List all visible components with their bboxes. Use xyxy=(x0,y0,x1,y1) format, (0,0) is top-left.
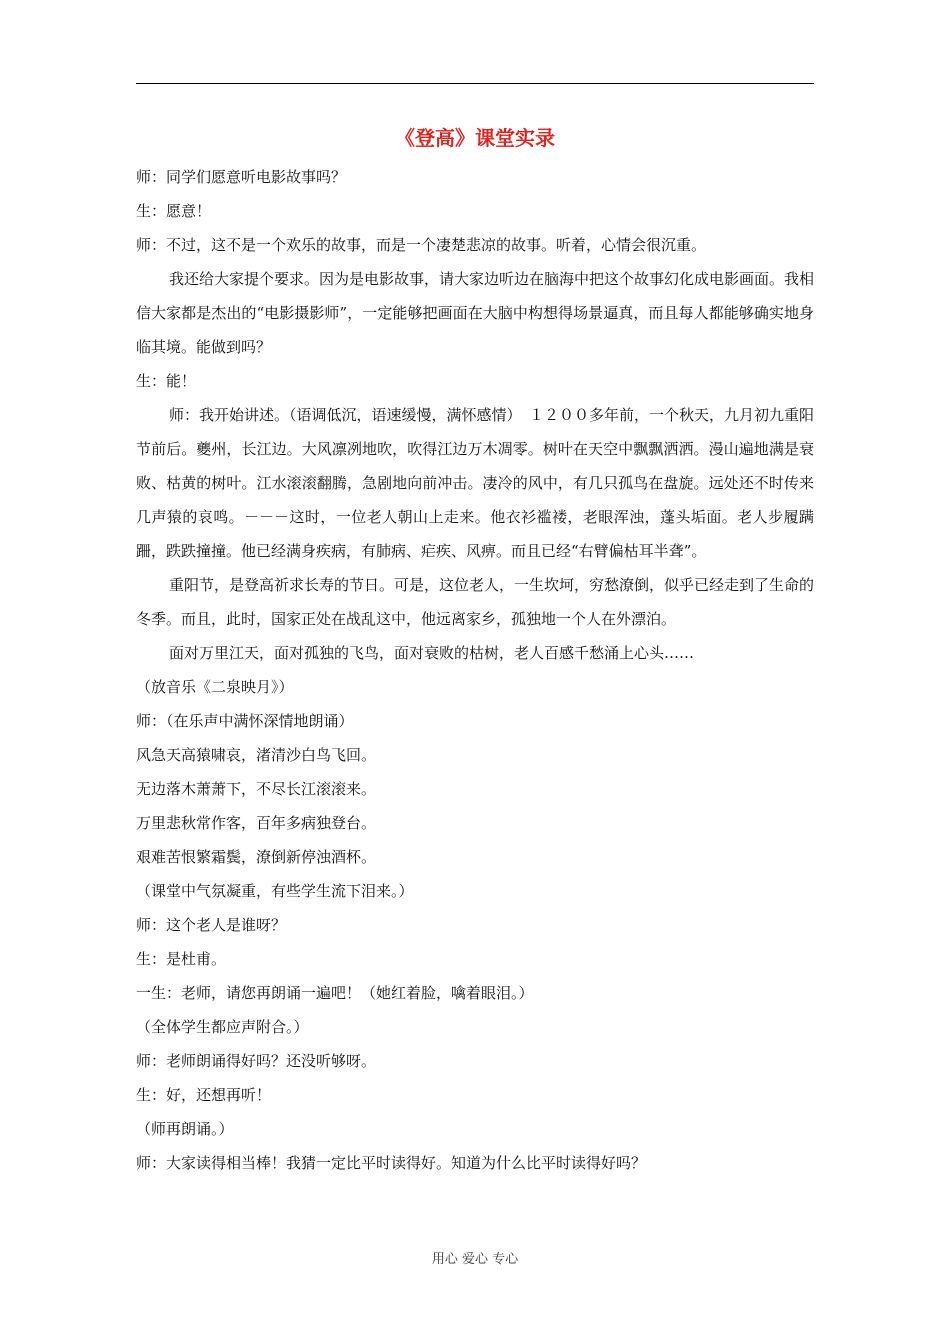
dialogue-line: 一生：老师，请您再朗诵一遍吧！（她红着脸，噙着眼泪。） xyxy=(136,984,534,1002)
paragraph-story: 师：我开始讲述。（语调低沉，语速缓慢，满怀感情） １２００多年前，一个秋天，九月初九重阳节前后。夔州，长江边。大风凛冽地吹，吹得江边万木凋零。树叶在天空中飘飘洒洒。漫山遍地满是衰败、枯黄的树叶。江水滚滚翻腾，急剧地向前冲击。凄冷的风中，有几只孤鸟在盘旋。远处还不时传来几声猿的哀鸣。－－－这时，一位老人朝山上走来。他衣衫褴褛，老眼浑浊，蓬头垢面。老人步履蹒跚，跌跌撞撞。他已经满身疾病，有肺病、疟疾、风痹。而且已经“右臂偏枯耳半聋”。 xyxy=(136,406,815,560)
stage-note: （课堂中气氛凝重，有些学生流下泪来。） xyxy=(136,882,414,900)
poem-line: 风急天高猿啸哀，渚清沙白鸟飞回。 xyxy=(136,746,377,764)
stage-note: （放音乐《二泉映月》） xyxy=(136,678,294,696)
stage-note: （师再朗诵。） xyxy=(136,1120,234,1138)
paragraph-requirement: 我还给大家提个要求。因为是电影故事，请大家边听边在脑海中把这个故事幻化成电影画面。我相信大家都是杰出的“电影摄影师”，一定能够把画面在大脑中构想得场景逼真，而且每人都能够确实地身临其境。能做到吗？ xyxy=(136,270,815,356)
dialogue-line: 生：是杜甫。 xyxy=(136,950,227,968)
dialogue-line: 生：愿意！ xyxy=(136,202,212,220)
stage-note: （全体学生都应声附合。） xyxy=(136,1018,309,1036)
dialogue-line: 生：能！ xyxy=(136,372,197,390)
poem-line: 艰难苦恨繁霜鬓，潦倒新停浊酒杯。 xyxy=(136,848,377,866)
dialogue-line: 师：不过，这不是一个欢乐的故事，而是一个凄楚悲凉的故事。听着，心情会很沉重。 xyxy=(136,236,707,254)
page-footer: 用心 爱心 专心 xyxy=(431,1252,519,1267)
dialogue-line: 师：这个老人是谁呀？ xyxy=(136,916,287,934)
header-rule xyxy=(136,83,814,84)
paragraph-emotion: 面对万里江天，面对孤独的飞鸟，面对衰败的枯树，老人百感千愁涌上心头…… xyxy=(169,644,695,662)
dialogue-line: 师：同学们愿意听电影故事吗？ xyxy=(136,168,347,186)
dialogue-line: 师：大家读得相当棒！我猜一定比平时读得好。知道为什么比平时读得好吗？ xyxy=(136,1154,647,1172)
paragraph-chongyang: 重阳节，是登高祈求长寿的节日。可是，这位老人，一生坎坷，穷愁潦倒，似乎已经走到了生命的冬季。而且，此时，国家正处在战乱这中，他远离家乡，孤独地一个人在外漂泊。 xyxy=(136,576,815,628)
dialogue-line: 师：（在乐声中满怀深情地朗诵） xyxy=(136,712,354,730)
document-body xyxy=(136,160,814,1180)
poem-line: 无边落木萧萧下，不尽长江滚滚来。 xyxy=(136,780,377,798)
poem-line: 万里悲秋常作客，百年多病独登台。 xyxy=(136,814,377,832)
dialogue-line: 师：老师朗诵得好吗？还没听够呀。 xyxy=(136,1052,377,1070)
dialogue-line: 生：好，还想再听！ xyxy=(136,1086,272,1104)
page-title: 《登高》课堂实录 xyxy=(395,126,555,150)
